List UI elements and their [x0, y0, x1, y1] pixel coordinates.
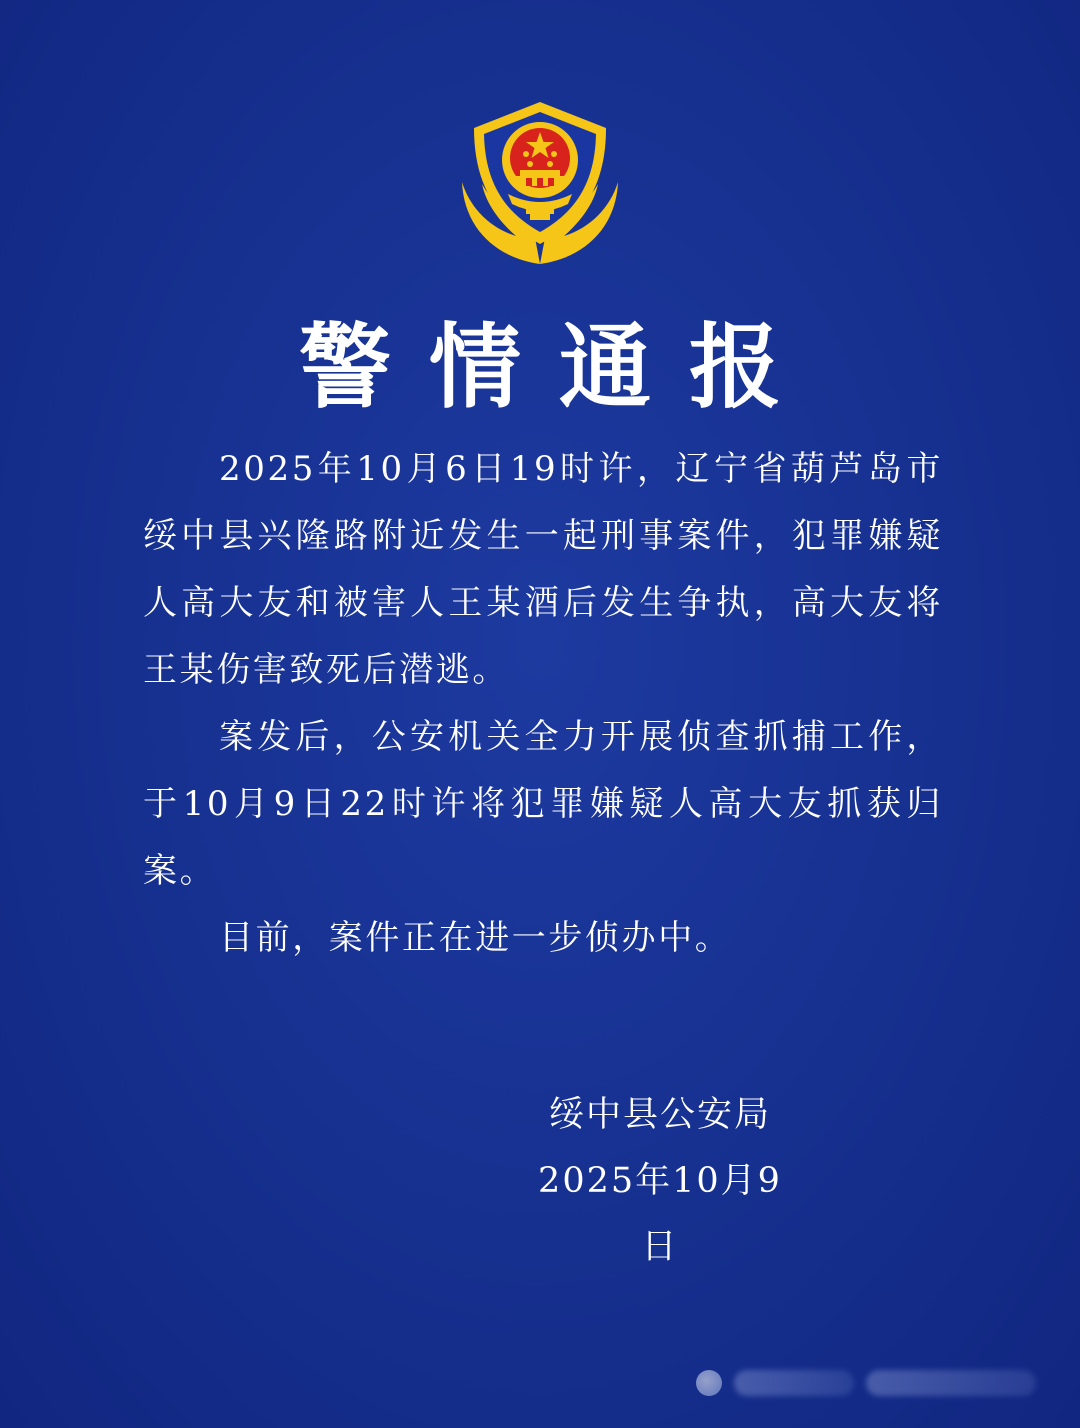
notice-paragraph: 目前，案件正在进一步侦办中。 — [219, 918, 732, 958]
watermark-blur — [734, 1370, 854, 1396]
issue-date: 2025年10月9日 — [538, 1161, 782, 1267]
issuing-agency: 绥中县公安局 — [548, 1095, 771, 1135]
watermark-logo-icon — [696, 1370, 722, 1396]
signature-block — [520, 1082, 800, 1280]
police-emblem-icon — [456, 98, 624, 270]
notice-title: 警情通报 — [298, 313, 819, 421]
notice-paragraph: 案发后，公安机关全力开展侦查抓捕工作，于10月9日22时许将犯罪嫌疑人高大友抓获归案。 — [143, 717, 943, 891]
notice-paragraph: 2025年10月6日19时许，辽宁省葫芦岛市绥中县兴隆路附近发生一起刑事案件，犯罪嫌疑人高大友和被害人王某酒后发生争执，高大友将王某伤害致死后潜逃。 — [143, 449, 943, 690]
watermark-blur — [866, 1370, 1036, 1396]
watermark — [696, 1362, 1056, 1404]
notice-body — [143, 436, 943, 972]
